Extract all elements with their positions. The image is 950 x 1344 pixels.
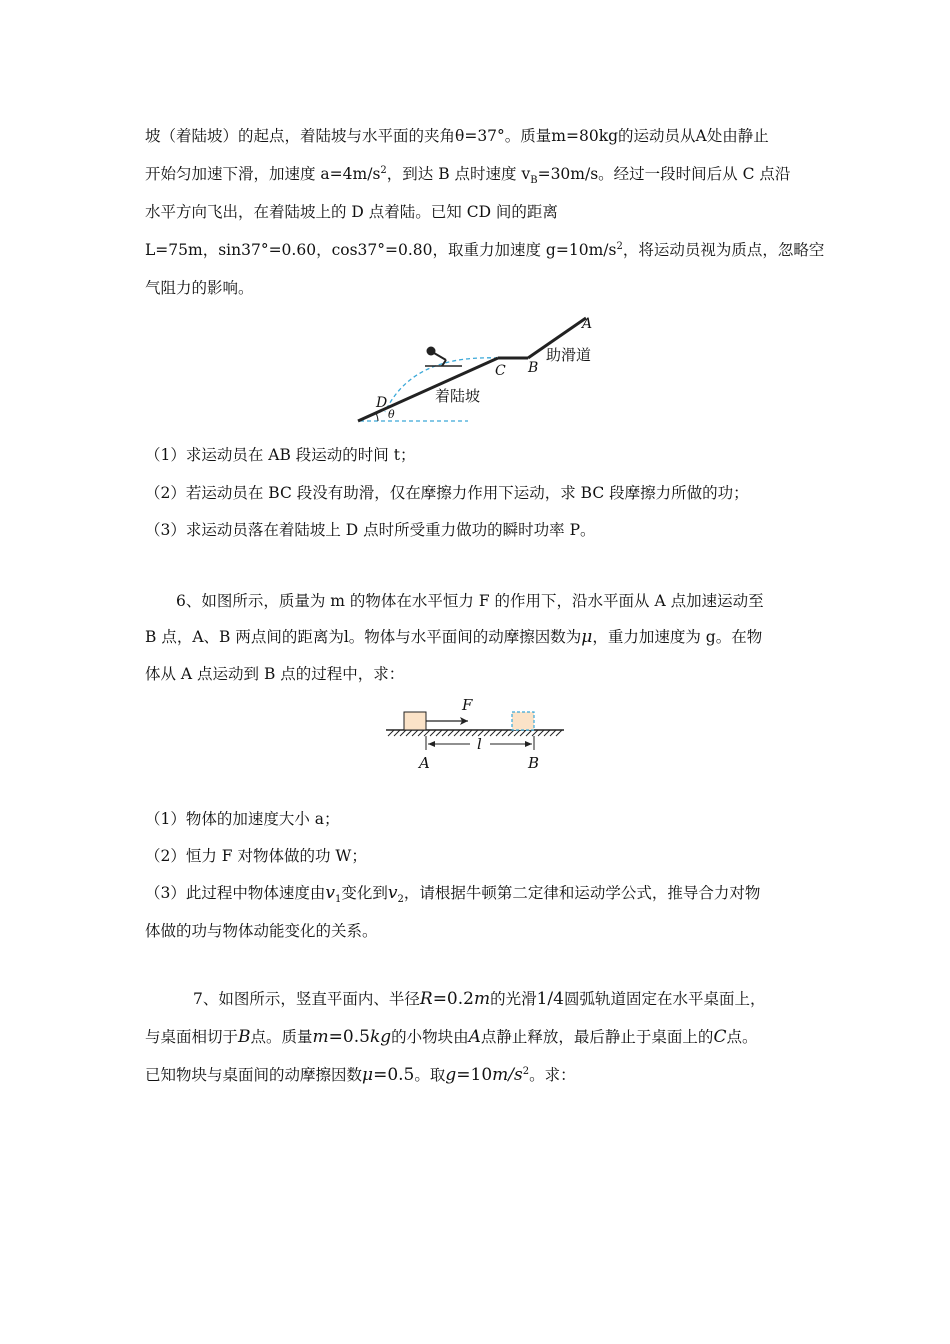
label-A: A (419, 754, 430, 772)
p7-text-2b: 点。质量 (250, 1028, 313, 1046)
p6-q3-text-d: 体做的功与物体动能变化的关系。 (145, 922, 378, 940)
p5-sub-vb: B (530, 175, 538, 187)
p6-text-3: 体从 A 点运动到 B 点的过程中，求： (145, 665, 405, 683)
p6-text-2b: ，重力加速度为 g。在物 (592, 628, 763, 646)
p7-R-value: =0.2 (432, 989, 474, 1009)
p5-question-2 (145, 482, 749, 504)
p7-text-3a: 已知物块与桌面间的动摩擦因数 (145, 1066, 363, 1084)
p7-line-2 (145, 1026, 757, 1048)
p7-quarter: 1/4 (536, 989, 564, 1009)
p5-line-3 (145, 201, 558, 223)
label-landing-slope: 着陆坡 (435, 387, 481, 405)
p6-v1-symbol: v (325, 883, 335, 903)
label-l: l (477, 735, 482, 753)
label-B: B (528, 360, 539, 376)
p5-question-1 (145, 444, 415, 466)
p5-text-2a: 开始匀加速下滑，加速度 a=4m/s (145, 165, 381, 183)
p7-text-1b: 的光滑 (490, 990, 537, 1008)
p7-g-symbol: g (445, 1065, 457, 1085)
p7-text-2a: 与桌面相切于 (145, 1028, 239, 1046)
p7-mu-symbol: μ (362, 1065, 374, 1085)
block-at-B-dashed (512, 712, 534, 730)
distance-arrowhead-left (428, 741, 435, 747)
p5-line-4 (145, 239, 824, 261)
p5-text-5: 气阻力的影响。 (145, 279, 254, 297)
p5-text-1: 坡（着陆坡）的起点，着陆坡与水平面的夹角θ=37°。质量m=80kg的运动员从A处由静止 (145, 127, 769, 145)
p5-q3-text: （3）求运动员落在着陆坡上 D 点时所受重力做功的瞬时功率 P。 (145, 521, 596, 539)
p5-line-2 (145, 163, 790, 185)
p6-v2-sub: 2 (397, 894, 404, 906)
p5-line-5 (145, 277, 254, 299)
p5-q1-text: （1）求运动员在 AB 段运动的时间 t； (145, 446, 416, 464)
p7-C-symbol: C (713, 1027, 727, 1047)
ski-jump-figure (350, 312, 610, 430)
label-slide-track: 助滑道 (546, 346, 592, 364)
p6-q3-text-a: （3）此过程中物体速度由 (145, 884, 326, 902)
label-theta: θ (388, 408, 395, 421)
p7-mu-value: =0.5 (373, 1065, 415, 1085)
p7-line-1 (193, 988, 765, 1010)
ground-hatching (388, 730, 562, 736)
p7-text-3c: 。求： (529, 1066, 576, 1084)
p6-text-1: 6、如图所示，质量为 m 的物体在水平恒力 F 的作用下，沿水平面从 A 点加速运动至 (176, 592, 764, 610)
p6-v2-symbol: v (387, 883, 398, 903)
p7-g-sup: 2 (522, 1065, 530, 1077)
p7-R-unit: m (473, 989, 491, 1009)
p6-line-2 (145, 626, 762, 648)
p5-text-2b: ，到达 B 点时速度 v (386, 165, 531, 183)
p6-question-3-cont (145, 920, 378, 942)
label-D: D (376, 395, 388, 411)
p6-line-3 (145, 663, 404, 685)
p5-text-4b: ，将运动员视为质点，忽略空 (622, 241, 825, 259)
p7-m-symbol: m (312, 1027, 329, 1047)
p6-q3-text-b: 变化到 (341, 884, 388, 902)
p7-text-2c: 的小物块由 (391, 1028, 469, 1046)
p6-question-1 (145, 808, 340, 830)
p6-question-2 (145, 845, 367, 867)
p6-mu-symbol: μ (581, 627, 593, 647)
distance-arrowhead-right (525, 741, 532, 747)
skier-icon (425, 347, 462, 367)
angle-arc (376, 413, 378, 421)
p5-text-2c: =30m/s。经过一段时间后从 C 点沿 (537, 165, 791, 183)
p7-line-3 (145, 1064, 576, 1086)
p5-text-4a: L=75m，sin37°=0.60，cos37°=0.80，取重力加速度 g=10m/s (145, 241, 617, 259)
p6-question-3 (145, 882, 760, 904)
p5-sup-g: 2 (616, 240, 623, 252)
p7-text-1a: 7、如图所示，竖直平面内、半径 (193, 990, 420, 1008)
p7-text-1c: 圆弧轨道固定在水平桌面上， (563, 990, 766, 1008)
p6-q1-text: （1）物体的加速度大小 a； (145, 810, 340, 828)
label-A: A (582, 316, 593, 332)
p5-text-3: 水平方向飞出，在着陆坡上的 D 点着陆。已知 CD 间的距离 (145, 203, 558, 221)
p6-text-2a: B 点，A、B 两点间的距离为l。物体与水平面间的动摩擦因数为 (145, 628, 582, 646)
block-force-figure (382, 696, 572, 774)
p5-line-1 (145, 125, 769, 147)
p5-question-3 (145, 519, 596, 541)
p7-text-2d: 点静止释放，最后静止于桌面上的 (480, 1028, 714, 1046)
p6-line-1 (176, 590, 764, 612)
p5-sup-acc: 2 (380, 164, 387, 176)
p7-g-unit: m/s (492, 1065, 523, 1085)
p7-m-unit: kg (369, 1027, 392, 1047)
p6-q2-text: （2）恒力 F 对物体做的功 W； (145, 847, 367, 865)
p7-text-2e: 点。 (726, 1028, 758, 1046)
label-F: F (462, 696, 473, 714)
p7-R-symbol: R (419, 989, 433, 1009)
label-C: C (495, 363, 506, 379)
p7-A-symbol: A (468, 1027, 481, 1047)
label-B: B (528, 754, 540, 772)
p6-q3-text-c: ，请根据牛顿第二定律和运动学公式，推导合力对物 (403, 884, 761, 902)
block-at-A (404, 712, 426, 730)
p7-g-value: =10 (456, 1065, 493, 1085)
p7-m-value: =0.5 (328, 1027, 370, 1047)
p6-v1-sub: 1 (334, 894, 342, 906)
p7-B-symbol: B (238, 1027, 251, 1047)
p7-text-3b: 。取 (414, 1066, 446, 1084)
p5-q2-text: （2）若运动员在 BC 段没有助滑，仅在摩擦力作用下运动，求 BC 段摩擦力所做的功； (145, 484, 749, 502)
